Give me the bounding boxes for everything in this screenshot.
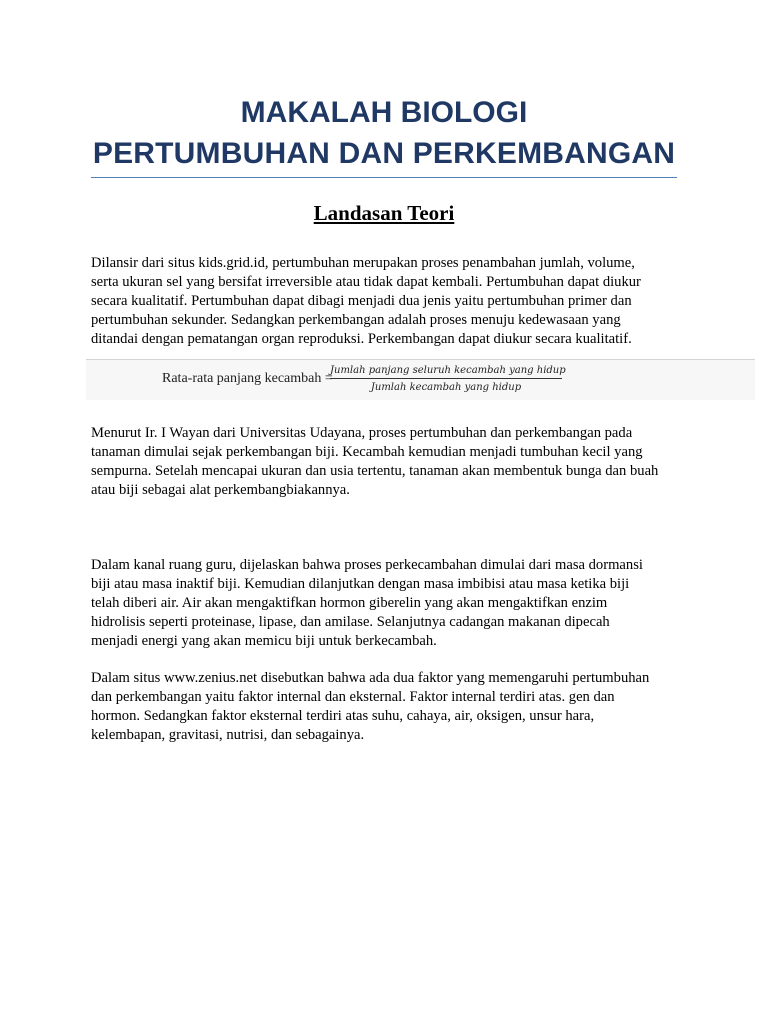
paragraph-line: Dilansir dari situs kids.grid.id, pertumbuhan merupakan proses penambahan jumlah, volume,	[91, 255, 635, 271]
paragraph-2	[91, 424, 691, 500]
paragraph-line: hidrolisis seperti proteinase, lipase, dan amilase. Selanjutnya cadangan makanan dipecah	[91, 614, 610, 630]
paragraph-line: ditandai dengan pematangan organ reproduksi. Perkembangan dapat diukur secara kualitatif.	[91, 331, 632, 347]
paragraph-line: telah diberi air. Air akan mengaktifkan hormon giberelin yang akan mengaktifkan enzim	[91, 595, 608, 611]
paragraph-line: pertumbuhan sekunder. Sedangkan perkembangan adalah proses menuju kedewasaan yang	[91, 312, 621, 328]
paragraph-line: Dalam kanal ruang guru, dijelaskan bahwa proses perkecambahan dimulai dari masa dormansi	[91, 557, 643, 573]
paragraph-1	[91, 254, 691, 349]
formula-fraction	[330, 364, 566, 394]
paragraph-line: hormon. Sedangkan faktor eksternal terdiri atas suhu, cahaya, air, oksigen, unsur hara,	[91, 708, 595, 724]
formula-numerator: Jumlah panjang seluruh kecambah yang hidup	[330, 365, 566, 376]
paragraph-line: sempurna. Setelah mencapai ukuran dan usia tertentu, tanaman akan membentuk bunga dan buah	[91, 463, 659, 479]
paragraph-3	[91, 556, 691, 651]
paragraph-4	[91, 669, 691, 745]
paragraph-line: menjadi energi yang akan memicu biji untuk berkecambah.	[91, 633, 437, 649]
title-divider	[91, 177, 677, 178]
paragraph-line: dan perkembangan yaitu faktor internal dan eksternal. Faktor internal terdiri atas. gen dan	[91, 689, 615, 705]
section-heading: Landasan Teori	[313, 201, 455, 225]
document-title-line-1: MAKALAH BIOLOGI	[240, 96, 528, 129]
formula-image	[86, 359, 755, 400]
fraction-bar	[330, 378, 562, 379]
paragraph-line: Dalam situs www.zenius.net disebutkan bahwa ada dua faktor yang memengaruhi pertumbuhan	[91, 670, 650, 686]
paragraph-line: biji atau masa inaktif biji. Kemudian dilanjutkan dengan masa imbibisi atau masa ketika biji	[91, 576, 630, 592]
paragraph-line: tanaman dimulai sejak perkembangan biji. Kecambah kemudian menjadi tumbuhan kecil yang	[91, 444, 643, 460]
paragraph-line: Menurut Ir. I Wayan dari Universitas Udayana, proses pertumbuhan dan perkembangan pada	[91, 425, 633, 441]
formula-denominator: Jumlah kecambah yang hidup	[370, 382, 522, 393]
paragraph-line: serta ukuran sel yang bersifat irreversible atau tidak dapat kembali. Pertumbuhan dapat diukur	[91, 274, 641, 290]
formula-lhs: Rata-rata panjang kecambah =	[162, 371, 333, 386]
paragraph-line: secara kualitatif. Pertumbuhan dapat dibagi menjadi dua jenis yaitu pertumbuhan primer dan	[91, 293, 632, 309]
document-title-line-2: PERTUMBUHAN DAN PERKEMBANGAN	[92, 137, 676, 170]
paragraph-line: atau biji sebagai alat perkembangbiakannya.	[91, 482, 350, 498]
paragraph-line: kelembapan, gravitasi, nutrisi, dan sebagainya.	[91, 727, 365, 743]
